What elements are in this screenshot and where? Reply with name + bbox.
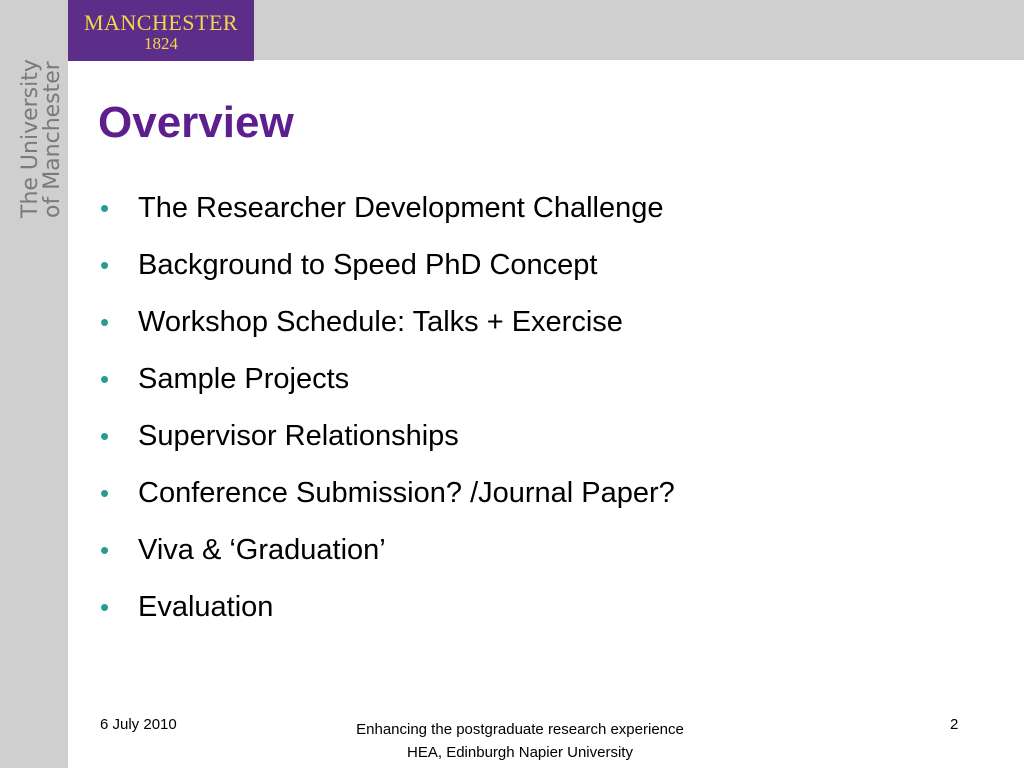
bullet-icon: •: [100, 307, 110, 337]
bullet-icon: •: [100, 592, 110, 622]
bullet-icon: •: [100, 535, 110, 565]
university-logo: [68, 0, 254, 61]
bullet-item: [100, 408, 980, 465]
bullet-item: [100, 465, 980, 522]
footer-line1: Enhancing the postgraduate research experience: [356, 721, 684, 738]
bullet-text: Supervisor Relationships: [138, 420, 459, 452]
bullet-text: The Researcher Development Challenge: [138, 192, 664, 224]
bullet-text: Workshop Schedule: Talks + Exercise: [138, 306, 623, 338]
bullet-item: [100, 579, 980, 636]
bullet-icon: •: [100, 364, 110, 394]
bullet-text: Conference Submission? /Journal Paper?: [138, 477, 675, 509]
footer-line2: HEA, Edinburgh Napier University: [407, 744, 633, 761]
bullet-item: [100, 522, 980, 579]
footer-date: 6 July 2010: [100, 716, 177, 733]
vertical-text-line2: of Manchester: [40, 61, 65, 218]
bullet-item: [100, 180, 980, 237]
bullet-text: Sample Projects: [138, 363, 350, 395]
bullet-icon: •: [100, 478, 110, 508]
logo-wordmark: MANCHESTER: [83, 10, 239, 35]
vertical-university-name: [2, 59, 66, 230]
page-number: 2: [950, 716, 959, 733]
bullet-item: [100, 237, 980, 294]
logo-year: 1824: [144, 34, 178, 53]
bullet-item: [100, 351, 980, 408]
bullet-icon: •: [100, 193, 110, 223]
bullet-icon: •: [100, 421, 110, 451]
bullet-icon: •: [100, 250, 110, 280]
footer-caption: [290, 718, 750, 764]
slide-title: Overview: [98, 98, 294, 147]
bullet-item: [100, 294, 980, 351]
bullet-list: [100, 180, 980, 636]
bullet-text: Background to Speed PhD Concept: [138, 249, 598, 281]
bullet-text: Viva & ‘Graduation’: [138, 534, 386, 566]
bullet-text: Evaluation: [138, 591, 274, 623]
vertical-text-line1: The University: [18, 59, 43, 218]
